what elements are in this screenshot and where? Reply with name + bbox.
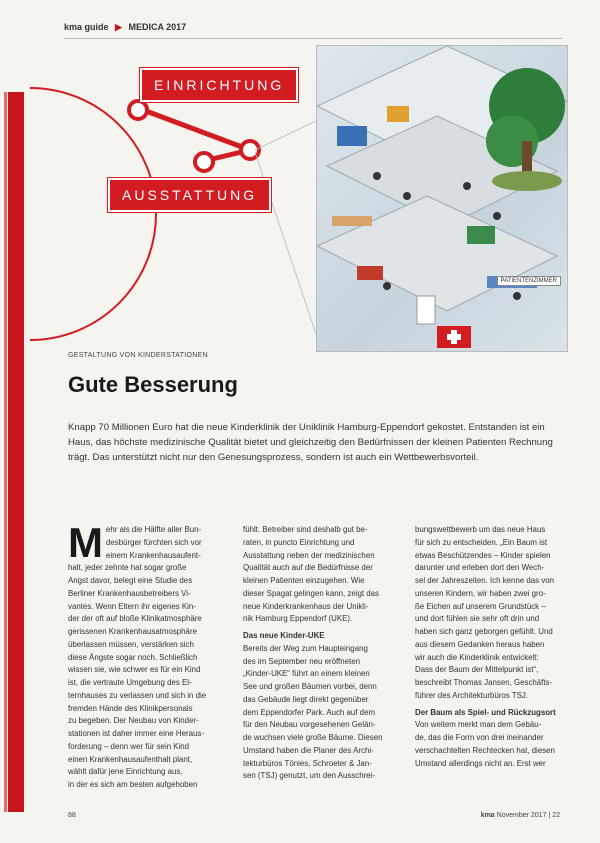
article-title: Gute Besserung (68, 372, 238, 397)
text-line: dieser Spagat gelingen kann, zeigt das (243, 588, 379, 598)
text-line: Ausstattung neben der medizinischen (243, 550, 375, 560)
text-line: beschreibt Thomas Jansen, Geschäfts- (415, 678, 553, 687)
footer-page-number: 22 (552, 812, 560, 819)
header-rule (64, 38, 562, 39)
article-kicker: GESTALTUNG VON KINDERSTATIONEN (68, 352, 208, 359)
text-line: See und großen Bäumen vorbei, denn (243, 682, 377, 691)
article-column-3 (415, 524, 570, 770)
text-line: für sich zu entscheiden. „Ein Baum ist (415, 537, 548, 547)
text-line: dem Eppendorfer Park. Auch auf dem (243, 707, 376, 717)
text-line: für den Neubau vorgesehenen Gelän- (243, 720, 376, 730)
text-line: in der es sich am besten aufgehoben (68, 780, 198, 789)
text-line: fühlt. Betreiber sind deshalb gut be- (243, 525, 368, 534)
footer-divider: | (548, 812, 551, 819)
text-line: verschachtelten Rechtecken hat, diesen (415, 745, 555, 755)
text-line: überlassen müssen, verstärken sich (68, 639, 194, 649)
text-line: Dass der Baum der Mittelpunkt ist“, (415, 665, 539, 675)
text-line: nik Hamburg Eppendorf (UKE). (243, 614, 353, 624)
running-header (64, 22, 186, 33)
article-column-1 (68, 519, 223, 792)
text-line: Bereits der Weg zum Haupteingang (243, 643, 368, 653)
text-line: ße Eichen auf unserem Grundstück – (415, 601, 546, 611)
article-column-2 (243, 524, 398, 783)
header-brand: kma guide (64, 22, 109, 32)
text-line: einem Krankenhausaufent- (106, 550, 201, 560)
text-line: desbürger fürchten sich vor (106, 537, 202, 547)
text-line: stationen ist daher immer eine Heraus- (68, 729, 204, 738)
text-line: Umstand allerdings nicht an. Erst wer (415, 758, 546, 768)
text-line: ternhauses zu verlassen und sich in die (68, 690, 207, 700)
text-line: sen (TSJ) genutzt, um den Ausschrei- (243, 771, 376, 781)
text-line: wissen sie, wie schwer es für ein Kind (68, 665, 201, 675)
text-line: führer des Architekturbüros TSJ. (415, 690, 529, 700)
text-line: der der oft auf bloße Klinikatmosphäre (68, 614, 202, 624)
text-line: Angst davor, belegt eine Studie des (68, 576, 193, 585)
text-line: bungswettbewerb um das neue Haus (415, 525, 546, 534)
text-line: zu begeben. Der Neubau von Kinder- (68, 716, 199, 726)
tag-einrichtung: EINRICHTUNG (140, 68, 298, 102)
text-line: einen Krankenhausaufenthalt plant, (68, 754, 193, 764)
page-number-left: 88 (68, 812, 76, 819)
text-line: Umstand haben die Planer des Archi- (243, 745, 374, 755)
text-line: vantes. Wenn Eltern ihr eigenes Kin- (68, 601, 196, 611)
subheading: Das neue Kinder-UKE (243, 631, 325, 640)
text-line: raten, in puncto Einrichtung und (243, 537, 355, 547)
text-line: de, das die Form von drei ineinander (415, 733, 544, 742)
header-arrow-icon: ▶ (115, 22, 122, 32)
text-line: das Gebäude liegt direkt gegenüber (243, 694, 369, 704)
text-line: ist, die vertraute Umgebung des El- (68, 678, 192, 687)
text-line: halt, jeder zehnte hat sogar große (68, 563, 187, 573)
text-line: wählt dafür jene Einrichtung aus, (68, 767, 183, 777)
text-line: des im September neu eröffneten (243, 656, 360, 666)
illustration-sign: PATIENTENZIMMER (497, 276, 561, 286)
text-line: darunter und erleben dort den Wech- (415, 563, 545, 573)
text-line: de wuchsen viele große Bäume. Diesen (243, 733, 383, 742)
ward-illustration-drawing (317, 46, 567, 351)
text-line: neue Kinderkrankenhaus der Unikli- (243, 601, 369, 611)
page-footer-right (481, 812, 560, 819)
text-line: etwas Beschützendes – Kinder spielen (415, 550, 551, 560)
text-line: ehr als die Hälfte aller Bun- (106, 525, 202, 534)
text-line: aus diesem Gedanken heraus haben (415, 639, 545, 649)
article-lead: Knapp 70 Millionen Euro hat die neue Kinderklinik der Uniklinik Hamburg-Eppendorf gekostet. Entstanden ist ein Haus, das höchste medizinische Qualität bietet und gleichzeitig den Bedürfnissen der kleinen Patienten Rechnung trägt. Das unterstützt nicht nur den Genesungsprozess, sondern ist auch ein Wettbewerbsvorteil. (68, 422, 553, 463)
text-line: Berliner Krankenhausbetreibers Vi- (68, 588, 191, 598)
text-line: und dort fühlen sie sehr oft drin und (415, 614, 540, 624)
header-section: MEDICA 2017 (128, 22, 187, 32)
text-line: kleinen Patienten einzugehen. Wie (243, 576, 365, 585)
footer-brand: kma (480, 812, 495, 819)
text-line: diese Ängste sogar noch. Schließlich (68, 652, 198, 662)
text-line: fremden Hände des Klinikpersonals (68, 703, 193, 713)
text-line: gerissenen Krankenhausatmosphäre (68, 627, 197, 636)
text-line: wir auch die Kinderklinik entwickelt: (415, 652, 539, 662)
text-line: „Kinder-UKE“ führt an einem kleinen (243, 669, 370, 679)
text-line: unseren Kindern, wir haben zwei gro- (415, 588, 546, 598)
text-line: haben sich ganz geborgen gefühlt. Und (415, 627, 553, 636)
ward-illustration (316, 45, 568, 352)
text-line: forderung – denn wer für sein Kind (68, 741, 190, 751)
text-line: sel der Jahreszeiten. Ich kenne das von (415, 576, 555, 585)
subheading: Der Baum als Spiel- und Rückzugsort (415, 707, 556, 717)
text-line: tekturbüros Tönies, Schroeter & Jan- (243, 758, 372, 768)
footer-issue: November 2017 (496, 812, 547, 819)
tag-ausstattung: AUSSTATTUNG (108, 178, 271, 212)
dropcap: M (68, 519, 103, 566)
text-line: Qualität auch auf die Bedürfnisse der (243, 563, 373, 573)
text-line: Von weitem merkt man dem Gebäu- (415, 720, 542, 730)
